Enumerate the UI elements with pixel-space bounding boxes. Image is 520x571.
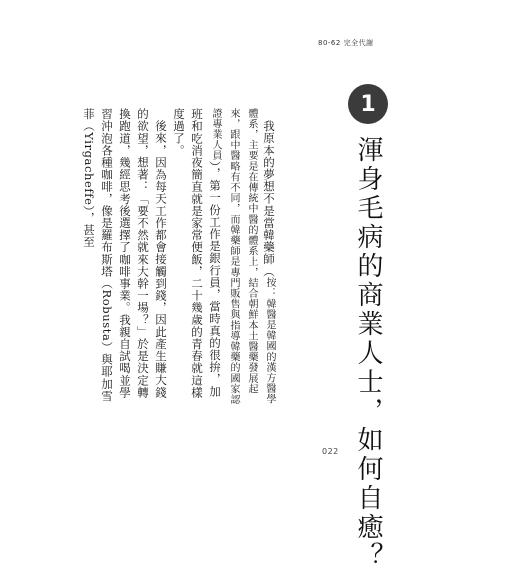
- chapter-number-badge: 1: [348, 84, 388, 124]
- paragraph-1: [170, 108, 278, 408]
- translator-note: 按：韓醫是韓國的漢方醫學體系，主要是在傳統中醫的體系上，結合朝鮮本土醫藥發展起來，跟中醫略有不同，而韓藥師是專門販售與指導韓藥的國家認證專業人員: [210, 108, 275, 405]
- running-header: 80-62 完全代謝: [318, 39, 374, 47]
- chapter-title: 渾身毛病的商業人士，如何自癒？: [353, 136, 383, 571]
- paragraph-2: 後來，因為每天工作都會接觸到錢，因此產生賺大錢的欲望，想著：「要不然就來大幹一場？」於是決定轉換跑道，幾經思考後選擇了咖啡事業。我親自試喝並學習沖泡各種咖啡，像是羅布斯塔（Robusta）與耶加雪菲（Yirgacheffe），甚至: [82, 108, 168, 402]
- paragraph-1-end: ），第一份工作是銀行員，當時真的很拚，加班和吃消夜簡直就是家常便飯，二十幾歲的青春就這樣度過了。: [172, 108, 222, 399]
- page-number: 022: [322, 447, 339, 456]
- body-text: [82, 108, 278, 408]
- paragraph-1-start: 我原本的夢想不是當韓藥師（: [262, 119, 276, 277]
